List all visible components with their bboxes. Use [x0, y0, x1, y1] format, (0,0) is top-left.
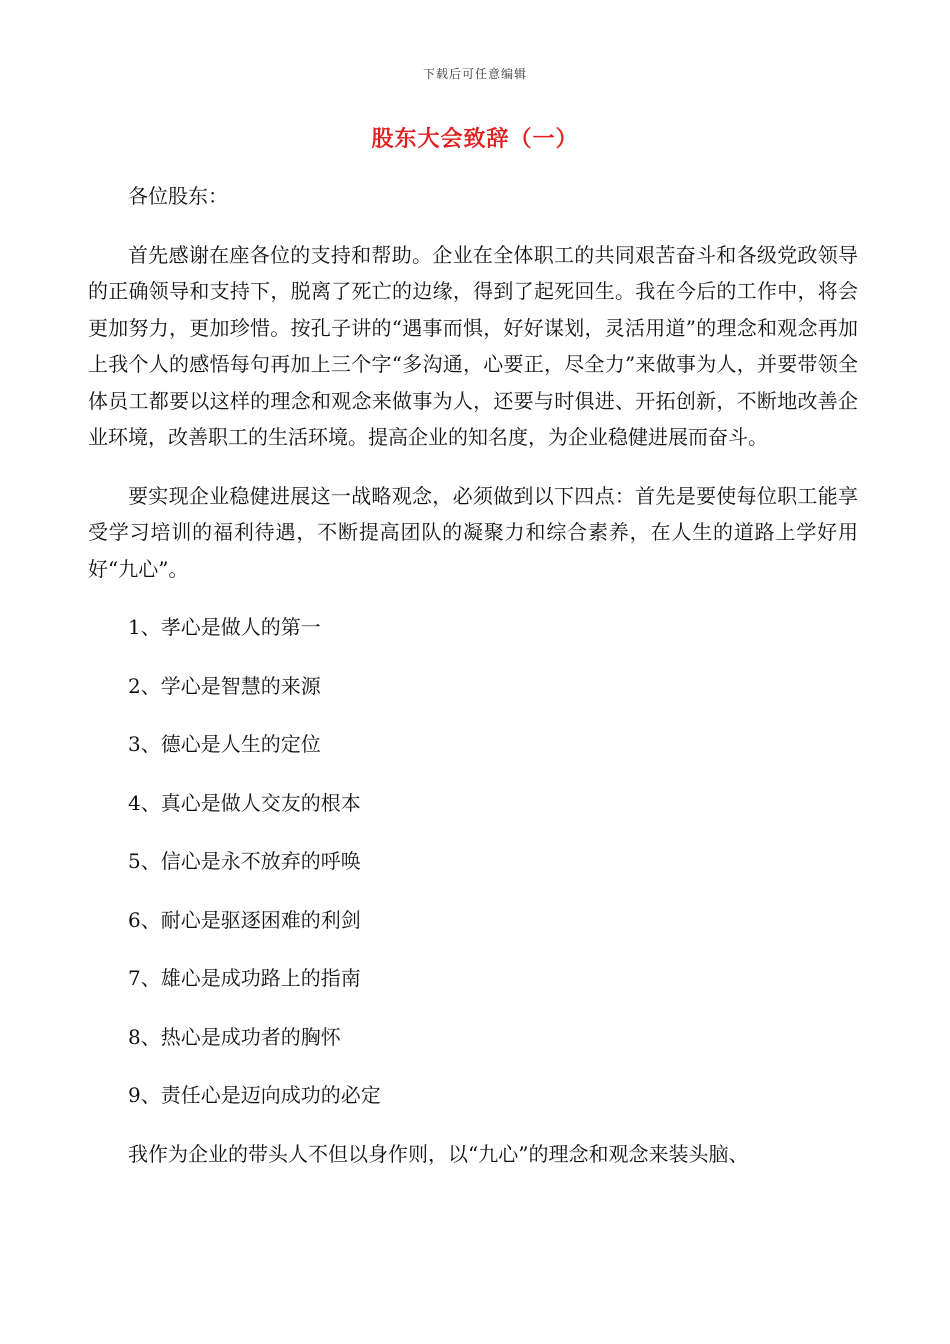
paragraph-2: 要实现企业稳健进展这一战略观念，必须做到以下四点：首先是要使每位职工能享受学习培训的福利待遇，不断提高团队的凝聚力和综合素养，在人生的道路上学好用好“九心”。: [88, 483, 858, 581]
list-item: 7、雄心是成功路上的指南: [128, 966, 361, 990]
list-item: 6、耐心是驱逐困难的利剑: [128, 907, 361, 932]
list-item: 2、学心是智慧的来源: [128, 673, 321, 698]
nine-hearts-list: [88, 609, 858, 1136]
document-body: [88, 178, 858, 1172]
list-item: 8、热心是成功者的胸怀: [128, 1024, 341, 1049]
list-item: 9、责任心是迈向成功的必定: [128, 1083, 381, 1107]
paragraph-1: 首先感谢在座各位的支持和帮助。企业在全体职工的共同艰苦奋斗和各级党政领导的正确领导和支持下，脱离了死亡的边缘，得到了起死回生。我在今后的工作中，将会更加努力，更加珍惜。按孔子讲的“遇事而惧，好好谋划，灵活用道”的理念和观念再加上我个人的感悟每句再加上三个字“多沟通，心要正，尽全力”来做事为人，并要带领全体员工都要以这样的理念和观念来做事为人，还要与时俱进、开拓创新，不断地改善企业环境，改善职工的生活环境。提高企业的知名度，为企业稳健进展而奋斗。: [88, 242, 858, 449]
header-note: 下载后可任意编辑: [422, 67, 527, 81]
list-item: 4、真心是做人交友的根本: [128, 790, 361, 815]
list-item: 1、孝心是做人的第一: [128, 615, 321, 639]
document-title: 股东大会致辞（一）: [371, 126, 579, 152]
list-item: 3、德心是人生的定位: [128, 732, 321, 756]
salutation: 各位股东：: [128, 184, 228, 208]
closing-paragraph: 我作为企业的带头人不但以身作则，以“九心”的理念和观念来装头脑、: [128, 1141, 749, 1166]
list-item: 5、信心是永不放弃的呼唤: [128, 849, 361, 873]
